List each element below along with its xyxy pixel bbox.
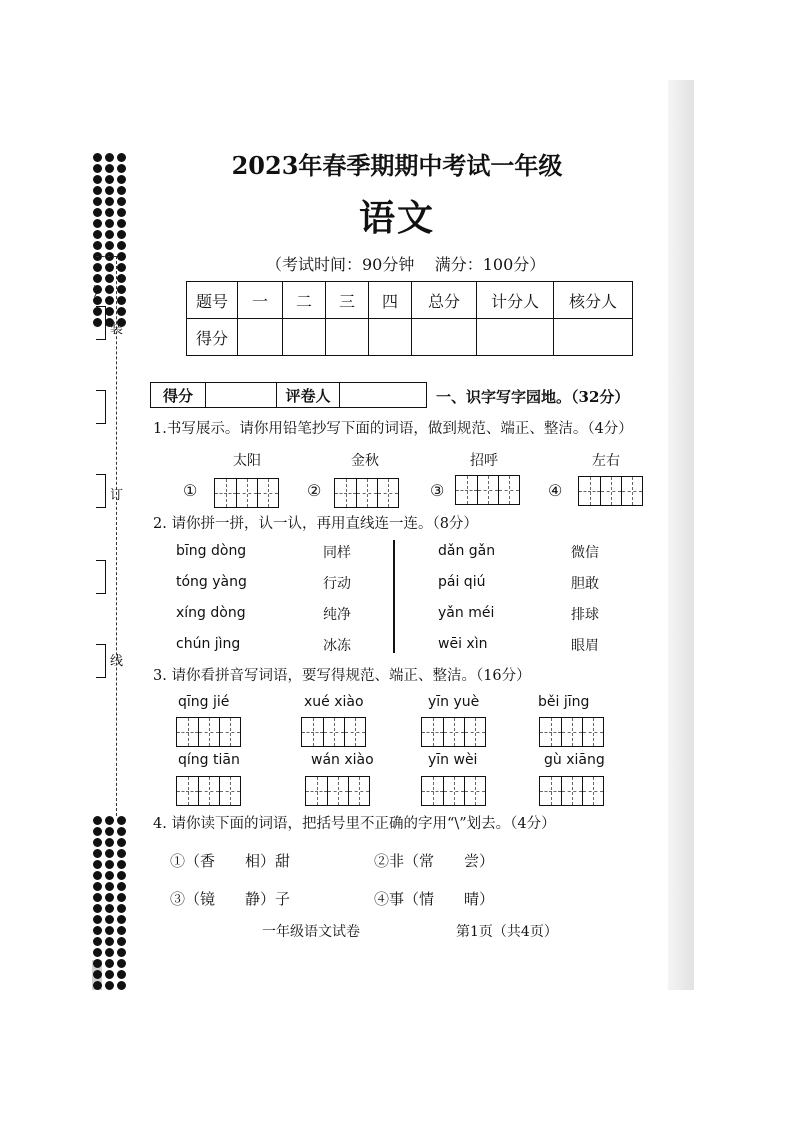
question-4: 4. 请你读下面的词语，把括号里不正确的字用“\”划去。（4分）	[153, 816, 556, 832]
score-input-cell[interactable]	[477, 319, 554, 356]
score-cell: 一	[238, 282, 283, 319]
exam-info: （考试时间：90分钟 满分：100分）	[266, 255, 546, 274]
match-word: 同样	[323, 545, 351, 561]
copy-word: 左右	[592, 453, 620, 469]
class-bracket	[96, 390, 106, 424]
score-value-row	[187, 319, 633, 356]
question-2: 2. 请你拼一拼，认一认，再用直线连一连。（8分）	[153, 516, 478, 532]
score-cell: 题号	[187, 282, 238, 319]
score-input-cell[interactable]	[326, 319, 369, 356]
score-cell: 计分人	[477, 282, 554, 319]
score-label-cell: 得分	[187, 319, 238, 356]
margin-zhuang: 装	[110, 322, 124, 337]
grader-score-input[interactable]	[206, 383, 277, 408]
pinyin: gù xiāng	[544, 752, 605, 768]
school-bracket	[96, 474, 106, 508]
pinyin: wēi xìn	[438, 636, 488, 652]
binding-line	[116, 256, 117, 816]
pinyin: qíng tiān	[178, 752, 240, 768]
writing-grid[interactable]	[214, 478, 279, 508]
margin-dash	[96, 256, 116, 257]
grader-name-label: 评卷人	[277, 383, 340, 408]
margin-xian: 线	[110, 654, 124, 669]
choice-item[interactable]: ①（香 相）甜	[170, 852, 291, 870]
answer-grid[interactable]	[305, 776, 370, 806]
score-input-cell[interactable]	[554, 319, 633, 356]
match-word: 眼眉	[571, 638, 599, 654]
section-1-title: 一、识字写字园地。（32分）	[436, 388, 630, 406]
seat-bracket	[96, 644, 106, 678]
choice-item[interactable]: ④事（情 晴）	[374, 890, 495, 908]
footer-subject: 一年级语文试卷	[262, 924, 360, 940]
copy-word: 招呼	[470, 453, 498, 469]
pinyin: běi jīng	[538, 694, 590, 710]
answer-grid[interactable]	[539, 776, 604, 806]
pinyin: qīng jié	[178, 694, 230, 710]
margin-ding: 订	[110, 488, 124, 503]
column-divider	[393, 540, 395, 653]
pinyin: xué xiào	[304, 694, 364, 710]
score-cell: 总分	[412, 282, 477, 319]
match-word: 行动	[323, 576, 351, 592]
subject-title: 语文	[358, 197, 435, 239]
pinyin: dǎn gǎn	[438, 543, 496, 559]
pinyin: tóng yàng	[176, 574, 247, 590]
answer-grid[interactable]	[539, 717, 604, 747]
score-cell: 二	[283, 282, 326, 319]
match-word: 排球	[571, 607, 599, 623]
item-number: ②	[307, 481, 322, 500]
writing-grid[interactable]	[334, 478, 399, 508]
question-3: 3. 请你看拼音写词语，要写得规范、端正、整洁。（16分）	[153, 668, 531, 684]
item-number: ④	[548, 481, 563, 500]
pinyin: xíng dòng	[176, 605, 246, 621]
writing-grid[interactable]	[455, 475, 520, 505]
answer-grid[interactable]	[301, 717, 366, 747]
match-word: 微信	[571, 545, 599, 561]
writing-grid[interactable]	[578, 476, 643, 506]
grader-score-label: 得分	[151, 383, 206, 408]
pinyin: bīng dòng	[176, 543, 247, 559]
match-word: 纯净	[323, 607, 351, 623]
grader-name-input[interactable]	[340, 383, 427, 408]
number-bracket	[96, 560, 106, 594]
exam-title: 2023年春季期期中考试一年级	[231, 151, 563, 180]
choice-item[interactable]: ②非（常 尝）	[374, 852, 495, 870]
pinyin: chún jìng	[176, 636, 241, 652]
grader-table	[150, 382, 427, 408]
score-input-cell[interactable]	[283, 319, 326, 356]
pinyin: pái qiú	[438, 574, 486, 590]
match-word: 胆敢	[571, 576, 599, 592]
match-word: 冰冻	[323, 638, 351, 654]
answer-grid[interactable]	[176, 717, 241, 747]
score-header-row	[187, 282, 633, 319]
score-input-cell[interactable]	[369, 319, 412, 356]
item-number: ①	[183, 481, 198, 500]
score-cell: 四	[369, 282, 412, 319]
pinyin: yīn yuè	[428, 694, 480, 710]
score-table	[186, 281, 633, 356]
item-number: ③	[430, 481, 445, 500]
copy-word: 金秋	[351, 453, 379, 469]
pinyin: yīn wèi	[428, 752, 478, 768]
answer-grid[interactable]	[421, 776, 486, 806]
answer-grid[interactable]	[421, 717, 486, 747]
margin-paren: )	[93, 284, 99, 299]
binding-holes-bottom	[93, 816, 126, 990]
copy-word: 太阳	[233, 453, 261, 469]
score-cell: 三	[326, 282, 369, 319]
choice-item[interactable]: ③（镜 静）子	[170, 890, 291, 908]
pinyin: yǎn méi	[438, 605, 495, 621]
name-bracket	[96, 306, 106, 340]
question-1: 1.书写展示。请你用铅笔抄写下面的词语，做到规范、端正、整洁。（4分）	[153, 421, 633, 437]
answer-grid[interactable]	[176, 776, 241, 806]
score-cell: 核分人	[554, 282, 633, 319]
score-input-cell[interactable]	[412, 319, 477, 356]
score-input-cell[interactable]	[238, 319, 283, 356]
page-number: 第1页（共4页）	[456, 924, 558, 940]
pinyin: wán xiào	[311, 752, 374, 768]
